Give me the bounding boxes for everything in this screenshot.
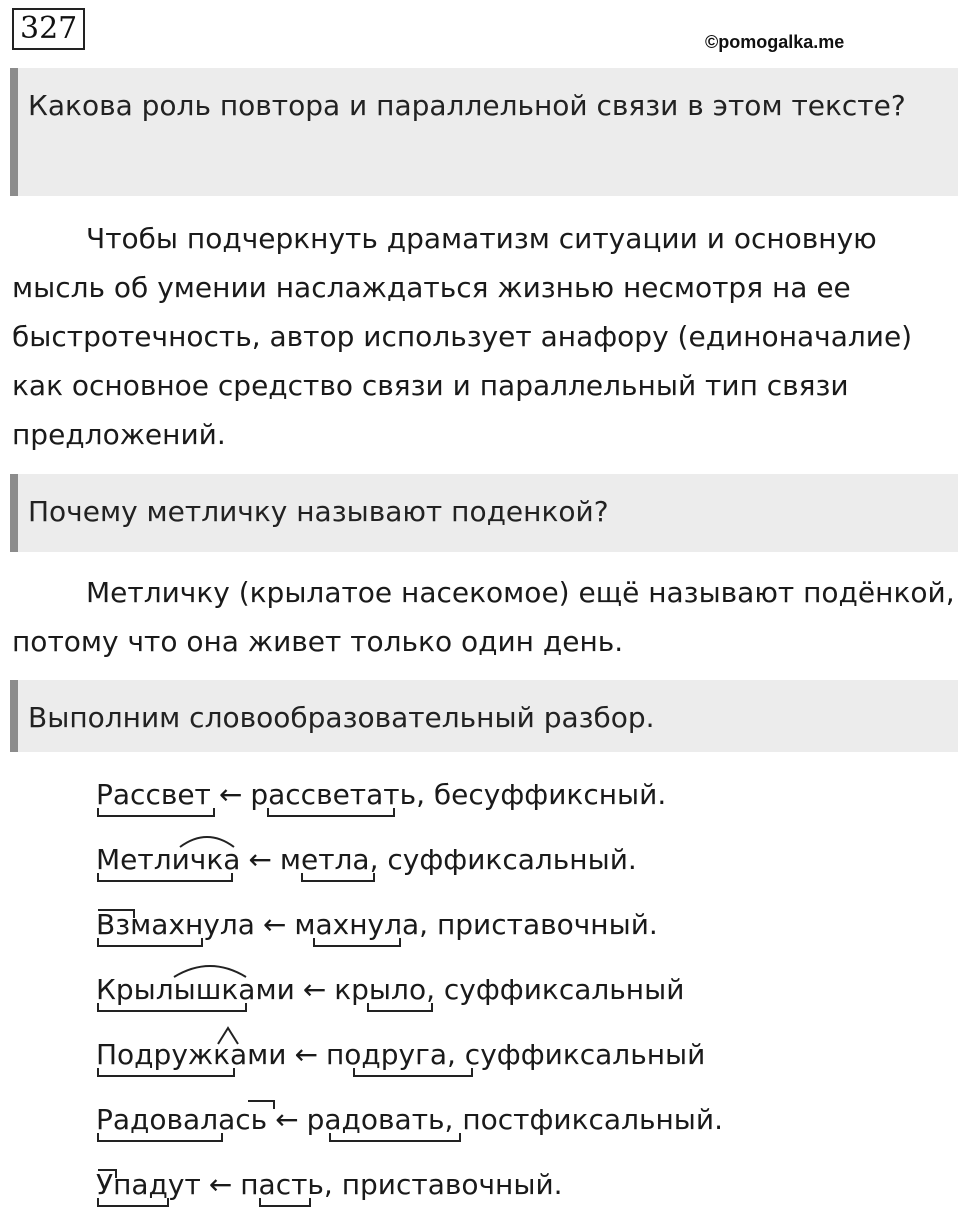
analysis-row-5 [96, 1030, 956, 1095]
watermark: ©pomogalka.me [705, 32, 845, 52]
analysis-row-6 [96, 1095, 956, 1160]
derivation-arrow: ← [208, 1168, 233, 1201]
derivation-arrow: ← [275, 1103, 299, 1136]
derivation-arrow: ← [218, 778, 243, 811]
base-word: пасть [240, 1168, 324, 1201]
analysis-row-1 [96, 770, 956, 835]
formation-type: , суффиксальный [426, 973, 685, 1006]
analysis-row-3 [96, 900, 956, 965]
question-2-text: Почему метличку называют поденкой? [28, 495, 609, 528]
base-word: махнула [294, 908, 420, 941]
derived-word: Упадут [96, 1168, 201, 1201]
question-1-text: Какова роль повтора и параллельной связи в этом тексте? [28, 89, 906, 122]
derived-word: Крылышками [96, 973, 295, 1006]
base-word: крыло [334, 973, 427, 1006]
word-formation-analysis [96, 770, 956, 1225]
answer-1-text: Чтобы подчеркнуть драматизм ситуации и основную мысль об умении наслаждаться жизнью несмотря на ее быстротечность, автор использует анафору (единоначалие) как основное средство связи и параллельный тип связи предложений. [12, 222, 913, 451]
derived-word: Метличка [96, 843, 241, 876]
question-3-text: Выполним словообразовательный разбор. [28, 701, 655, 734]
base-word: радовать [306, 1103, 445, 1136]
formation-type: , суффиксальный. [369, 843, 637, 876]
derived-word: Радовалась [96, 1103, 268, 1136]
base-word: метла [279, 843, 370, 876]
question-1 [10, 68, 958, 196]
answer-1 [12, 214, 956, 459]
analysis-row-4 [96, 965, 956, 1030]
derived-word: Взмахнула [96, 908, 255, 941]
analysis-row-7 [96, 1160, 956, 1225]
derivation-arrow: ← [248, 843, 272, 876]
formation-type: , бесуффиксный. [416, 778, 667, 811]
base-word: рассветать [250, 778, 417, 811]
formation-type: , постфиксальный. [444, 1103, 723, 1136]
answer-2 [12, 568, 956, 666]
question-2 [10, 474, 958, 552]
base-word: подруга [325, 1038, 447, 1071]
derivation-arrow: ← [262, 908, 287, 941]
answer-2-text: Метличку (крылатое насекомое) ещё называют подёнкой, потому что она живет только один день. [12, 576, 955, 658]
question-3 [10, 680, 958, 752]
derived-word: Подружками [96, 1038, 287, 1071]
derived-word: Рассвет [96, 778, 211, 811]
formation-type: , суффиксальный [447, 1038, 706, 1071]
derivation-arrow: ← [302, 973, 327, 1006]
derivation-arrow: ← [294, 1038, 318, 1071]
formation-type: , приставочный. [419, 908, 658, 941]
formation-type: , приставочный. [323, 1168, 563, 1201]
task-number: 327 [12, 8, 85, 50]
analysis-row-2 [96, 835, 956, 900]
